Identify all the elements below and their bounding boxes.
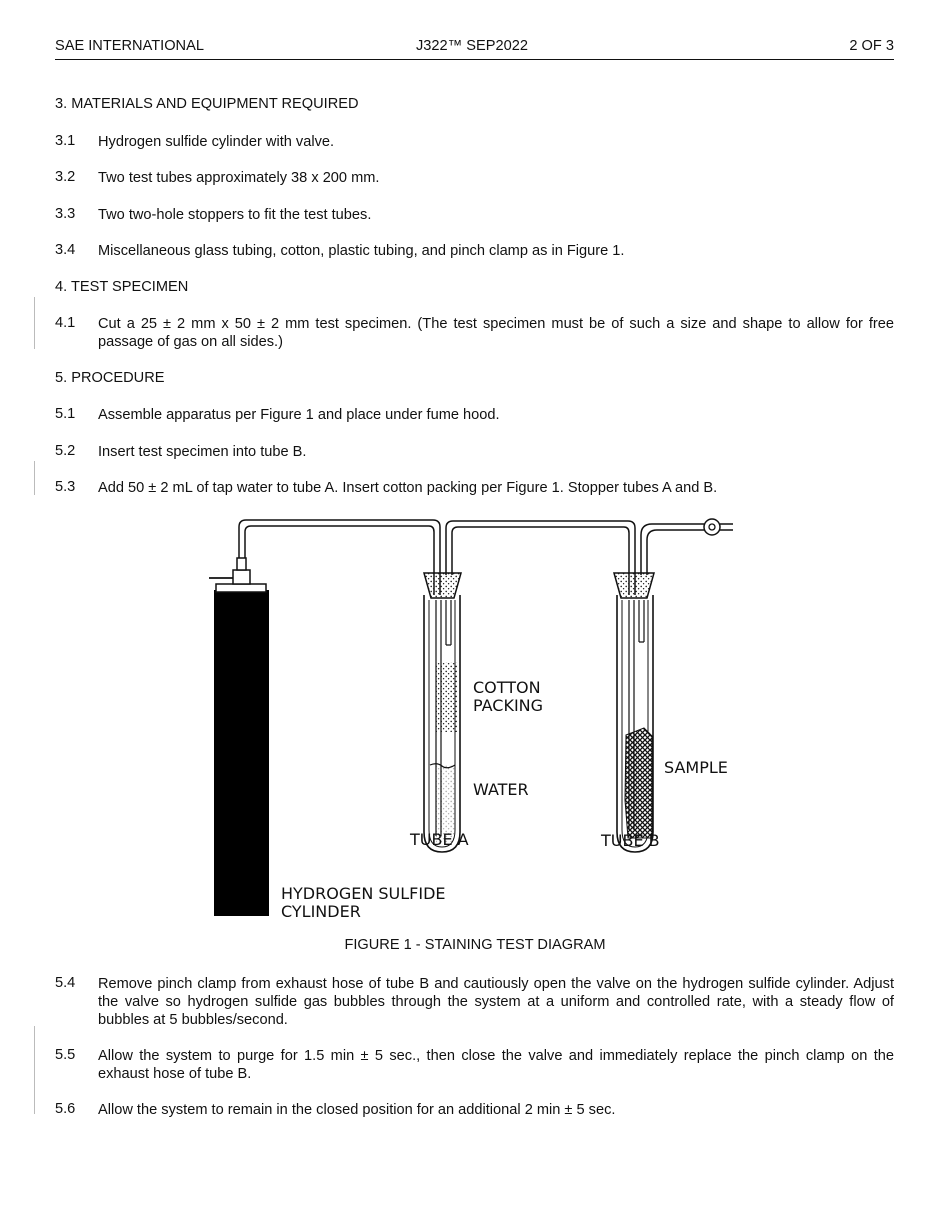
change-bar bbox=[34, 1026, 35, 1114]
hydrogen-sulfide-cylinder bbox=[209, 558, 269, 916]
item-text: Two test tubes approximately 38 x 200 mm. bbox=[98, 170, 380, 186]
header-rule bbox=[55, 59, 894, 60]
item-number: 3.1 bbox=[55, 133, 76, 149]
item-text: Allow the system to purge for 1.5 min ± 5 sec., then close the valve and immediately replace the pinch clamp on the exhaust hose of tube B. bbox=[98, 1048, 894, 1082]
item-text: Allow the system to remain in the closed position for an additional 2 min ± 5 sec. bbox=[98, 1102, 616, 1118]
item-number: 5.6 bbox=[55, 1101, 76, 1117]
item-number: 5.5 bbox=[55, 1047, 76, 1063]
item-text: Insert test specimen into tube B. bbox=[98, 444, 307, 460]
label-water: WATER bbox=[473, 780, 529, 799]
tube-b bbox=[614, 573, 654, 852]
staining-test-diagram bbox=[0, 505, 950, 930]
section-heading: 3. MATERIALS AND EQUIPMENT REQUIRED bbox=[55, 96, 359, 112]
header-left: SAE INTERNATIONAL bbox=[55, 38, 204, 54]
label-sample: SAMPLE bbox=[664, 758, 728, 777]
item-text: Add 50 ± 2 mL of tap water to tube A. Insert cotton packing per Figure 1. Stopper tubes A and B. bbox=[98, 480, 718, 496]
label-cylinder-line2: CYLINDER bbox=[281, 902, 361, 921]
tube-a bbox=[424, 573, 461, 852]
item-text: Hydrogen sulfide cylinder with valve. bbox=[98, 134, 335, 150]
change-bar bbox=[34, 297, 35, 349]
label-packing: PACKING bbox=[473, 696, 544, 715]
gas-tubing bbox=[239, 520, 733, 600]
section-heading: 5. PROCEDURE bbox=[55, 370, 165, 386]
label-cylinder-line1: HYDROGEN SULFIDE bbox=[281, 884, 446, 903]
item-number: 3.4 bbox=[55, 242, 76, 258]
item-number: 5.1 bbox=[55, 406, 76, 422]
item-number: 3.3 bbox=[55, 206, 76, 222]
header-right: 2 OF 3 bbox=[849, 38, 894, 54]
label-tube-b: TUBE B bbox=[601, 831, 660, 850]
item-text: Two two-hole stoppers to fit the test tubes. bbox=[98, 207, 372, 223]
item-number: 5.3 bbox=[55, 479, 76, 495]
figure-caption: FIGURE 1 - STAINING TEST DIAGRAM bbox=[344, 937, 606, 953]
section-heading: 4. TEST SPECIMEN bbox=[55, 279, 189, 295]
item-number: 5.4 bbox=[55, 975, 76, 991]
header-center: J322™ SEP2022 bbox=[416, 38, 528, 54]
label-tube-a: TUBE A bbox=[410, 830, 469, 849]
change-bar bbox=[34, 461, 35, 495]
label-cotton: COTTON bbox=[473, 678, 541, 697]
item-number: 4.1 bbox=[55, 315, 76, 331]
item-number: 5.2 bbox=[55, 443, 76, 459]
item-text: Assemble apparatus per Figure 1 and place under fume hood. bbox=[98, 407, 500, 423]
item-text: Remove pinch clamp from exhaust hose of tube B and cautiously open the valve on the hydrogen sulfide cylinder. Adjust the valve so hydrogen sulfide gas bubbles through the system at a uniform and controlled rate, with a steady flow of bubbles at 5 bubbles/second. bbox=[98, 976, 894, 1028]
item-number: 3.2 bbox=[55, 169, 76, 185]
item-text: Cut a 25 ± 2 mm x 50 ± 2 mm test specimen. (The test specimen must be of such a size and shape to allow for free passage of gas on all sides.) bbox=[98, 316, 894, 350]
item-text: Miscellaneous glass tubing, cotton, plastic tubing, and pinch clamp as in Figure 1. bbox=[98, 243, 625, 259]
pinch-clamp bbox=[704, 519, 720, 535]
